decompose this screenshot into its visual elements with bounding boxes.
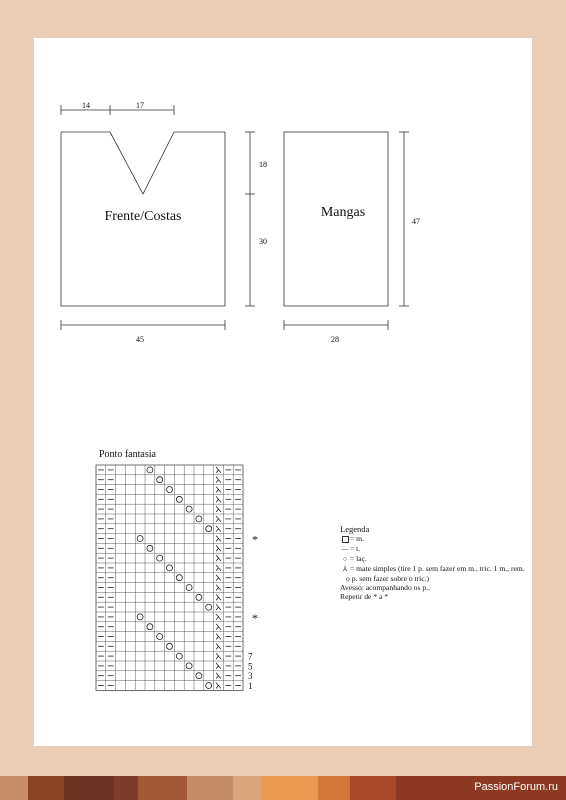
decrease-symbol xyxy=(216,506,221,512)
row-number-7: 7 xyxy=(248,651,253,662)
neck-offset-value: 14 xyxy=(82,101,90,110)
legend-note-repeat: Repetir de * a * xyxy=(340,592,389,601)
yarn-over-symbol xyxy=(176,653,182,659)
yarn-over-symbol xyxy=(196,673,202,679)
yarn-over-symbol xyxy=(157,477,163,483)
strip-segment xyxy=(187,776,232,800)
decrease-symbol xyxy=(216,545,221,551)
strip-segment xyxy=(261,776,318,800)
decrease-symbol xyxy=(216,604,221,610)
legend-item-decrease-continued: o p. sem fazer sobre o tric.) xyxy=(346,574,430,583)
decrease-symbol xyxy=(216,614,221,620)
yarn-over-symbol xyxy=(186,585,192,591)
decrease-symbol xyxy=(216,663,221,669)
strip-segment xyxy=(0,776,28,800)
decrease-symbol xyxy=(216,585,221,591)
yarn-over-symbol xyxy=(147,467,153,473)
sleeve-width-value: 28 xyxy=(331,335,339,344)
legend-note-wrong-side: Avesso: acompanhando os p.. xyxy=(340,583,430,592)
yarn-over-symbol xyxy=(137,614,143,620)
yarn-over-symbol xyxy=(186,663,192,669)
yarn-over-symbol xyxy=(176,575,182,581)
legend-item-decrease: ⅄ = mate simples (tire 1 p. sem fazer em m., tric. 1 m., rem. xyxy=(340,564,525,574)
decrease-symbol xyxy=(216,555,221,561)
decrease-symbol xyxy=(216,536,221,542)
yarn-over-symbol xyxy=(186,506,192,512)
chart-border xyxy=(96,465,243,690)
legend-item-purl: — = t. xyxy=(341,544,361,553)
yarn-over-symbol xyxy=(176,496,182,502)
decrease-symbol xyxy=(216,487,221,493)
legend-item-knit: = m. xyxy=(340,534,525,544)
sleeve-height-value: 47 xyxy=(412,217,420,226)
yarn-over-symbol xyxy=(196,594,202,600)
front-height-top-value: 18 xyxy=(259,160,267,169)
strip-segment xyxy=(233,776,261,800)
decrease-symbol xyxy=(216,683,221,689)
legend-title: Legenda xyxy=(340,524,370,534)
decrease-symbol xyxy=(216,496,221,502)
chart-title: Ponto fantasia xyxy=(99,449,156,460)
repeat-mark-1: * xyxy=(252,532,258,547)
repeat-mark-0: * xyxy=(252,610,258,625)
square-icon xyxy=(340,535,350,544)
schematic-drawing xyxy=(34,38,532,746)
decrease-symbol xyxy=(216,565,221,571)
yarn-over-symbol xyxy=(167,487,173,493)
yarn-over-symbol xyxy=(206,526,212,532)
front-back-label: Frente/Costas xyxy=(104,209,182,224)
yarn-over-symbol xyxy=(157,555,163,561)
yarn-over-symbol xyxy=(157,634,163,640)
decrease-symbol xyxy=(216,634,221,640)
site-watermark: PassionForum.ru xyxy=(474,781,558,793)
decrease-symbol xyxy=(216,653,221,659)
decrease-symbol xyxy=(216,594,221,600)
yarn-over-symbol xyxy=(167,565,173,571)
row-number-1: 1 xyxy=(248,681,253,691)
strip-segment xyxy=(138,776,187,800)
row-number-5: 5 xyxy=(248,661,253,672)
neckline-v xyxy=(110,132,174,194)
yarn-over-symbol xyxy=(137,536,143,542)
yarn-over-symbol xyxy=(147,624,153,630)
strip-segment xyxy=(114,776,139,800)
strip-segment xyxy=(350,776,395,800)
decrease-symbol xyxy=(216,526,221,532)
lambda-icon: ⅄ xyxy=(342,565,348,573)
decrease-symbol xyxy=(216,673,221,679)
yarn-over-symbol xyxy=(147,545,153,551)
front-height-bottom-value: 30 xyxy=(259,237,267,246)
dash-icon: — xyxy=(341,545,349,553)
neck-width-value: 17 xyxy=(136,101,144,110)
decrease-symbol xyxy=(216,467,221,473)
strip-segment xyxy=(64,776,113,800)
decrease-symbol xyxy=(216,643,221,649)
legend-item-yarn-over: ○ = laç. xyxy=(340,554,525,564)
circle-icon: ○ xyxy=(342,555,348,563)
front-width-value: 45 xyxy=(136,335,144,344)
strip-segment xyxy=(318,776,350,800)
yarn-over-symbol xyxy=(206,604,212,610)
row-number-3: 3 xyxy=(248,671,253,682)
decrease-symbol xyxy=(216,516,221,522)
decrease-symbol xyxy=(216,575,221,581)
yarn-over-symbol xyxy=(167,643,173,649)
decrease-symbol xyxy=(216,477,221,483)
decrease-symbol xyxy=(216,624,221,630)
yarn-over-symbol xyxy=(196,516,202,522)
strip-segment xyxy=(28,776,64,800)
pattern-page xyxy=(34,38,532,746)
stitch-chart-grid xyxy=(96,465,243,690)
yarn-over-symbol xyxy=(206,683,212,689)
chart-legend xyxy=(340,525,525,601)
sleeve-label: Mangas xyxy=(320,205,366,220)
